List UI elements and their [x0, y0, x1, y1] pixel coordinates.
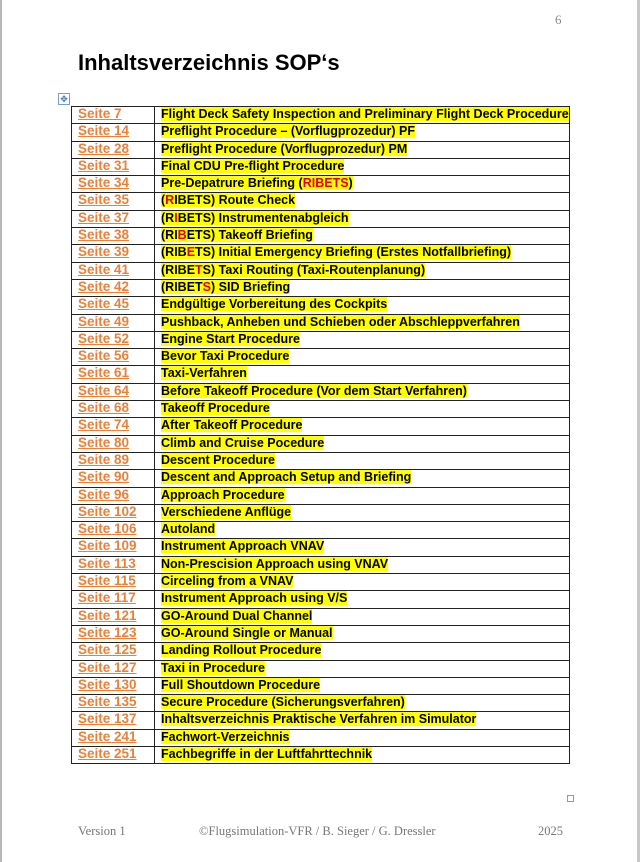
toc-title-text: GO-Around Single or Manual	[161, 625, 333, 640]
toc-title-cell	[155, 695, 570, 712]
toc-title-cell	[155, 677, 570, 694]
toc-page-link[interactable]: Seite 41	[78, 261, 130, 277]
toc-page-link[interactable]: Seite 28	[78, 140, 130, 156]
toc-title-text: Taxi-Verfahren	[161, 366, 247, 381]
table-move-handle-icon[interactable]: ✥	[58, 93, 70, 105]
toc-page-link[interactable]: Seite 56	[78, 348, 130, 364]
toc-row	[72, 660, 570, 677]
toc-title-cell	[155, 331, 570, 348]
toc-title-text: Circeling from a VNAV	[161, 574, 294, 589]
toc-title-cell	[155, 158, 570, 175]
toc-title-text: Pushback, Anheben und Schieben oder Abschleppverfahren	[161, 314, 520, 329]
toc-page-link[interactable]: Seite 80	[78, 434, 130, 450]
toc-page-cell	[72, 141, 155, 158]
toc-row	[72, 643, 570, 660]
page-title: Inhaltsverzeichnis SOP‘s	[78, 50, 340, 75]
toc-page-cell	[72, 470, 155, 487]
toc-title-text: Takeoff Procedure	[161, 401, 270, 416]
toc-page-cell	[72, 435, 155, 452]
toc-page-cell	[72, 279, 155, 296]
toc-title-text: S) Taxi Routing (Taxi-Routenplanung)	[202, 262, 426, 277]
toc-page-link[interactable]: Seite 125	[78, 642, 137, 658]
toc-page-link[interactable]: Seite 121	[78, 607, 137, 623]
toc-page-cell	[72, 452, 155, 469]
toc-page-link[interactable]: Seite 45	[78, 296, 130, 312]
toc-title-cell	[155, 504, 570, 521]
toc-title-text: Before Takeoff Procedure (Vor dem Start Verfahren)	[161, 383, 467, 398]
toc-page-cell	[72, 556, 155, 573]
toc-title-cell	[155, 660, 570, 677]
toc-title-text: (RIBET	[161, 279, 203, 294]
toc-title-cell	[155, 470, 570, 487]
toc-page-cell	[72, 574, 155, 591]
toc-row	[72, 193, 570, 210]
toc-title-highlight-letter: RIBETS	[302, 176, 349, 191]
toc-page-cell	[72, 729, 155, 746]
toc-title-cell	[155, 522, 570, 539]
toc-title-text: Autoland	[161, 522, 216, 537]
toc-title-text: Final CDU Pre-flight Procedure	[161, 158, 345, 173]
toc-page-link[interactable]: Seite 115	[78, 573, 136, 589]
toc-page-cell	[72, 210, 155, 227]
toc-page-link[interactable]: Seite 35	[78, 192, 130, 208]
toc-page-link[interactable]: Seite 117	[78, 590, 136, 606]
toc-title-cell	[155, 245, 570, 262]
toc-title-cell	[155, 383, 570, 400]
toc-title-text: (RIB	[161, 245, 187, 260]
toc-title-cell	[155, 193, 570, 210]
toc-page-link[interactable]: Seite 123	[78, 624, 137, 640]
toc-title-cell	[155, 228, 570, 245]
toc-row	[72, 245, 570, 262]
toc-page-link[interactable]: Seite 127	[78, 659, 137, 675]
toc-title-cell	[155, 279, 570, 296]
toc-page-link[interactable]: Seite 102	[78, 503, 137, 519]
toc-page-cell	[72, 297, 155, 314]
toc-row	[72, 712, 570, 729]
toc-title-highlight-letter: I	[174, 210, 178, 225]
toc-page-link[interactable]: Seite 109	[78, 538, 137, 554]
footer-year: 2025	[538, 824, 563, 838]
toc-page-cell	[72, 487, 155, 504]
toc-row	[72, 677, 570, 694]
toc-page-cell	[72, 591, 155, 608]
toc-title-text: Full Shoutdown Procedure	[161, 677, 321, 692]
toc-row	[72, 556, 570, 573]
toc-page-cell	[72, 522, 155, 539]
toc-page-link[interactable]: Seite 96	[78, 486, 130, 502]
toc-page-cell	[72, 366, 155, 383]
toc-title-text: Secure Procedure (Sicherungsverfahren)	[161, 695, 405, 710]
toc-row	[72, 124, 570, 141]
toc-title-text: Engine Start Procedure	[161, 331, 300, 346]
toc-page-cell	[72, 418, 155, 435]
toc-row	[72, 470, 570, 487]
toc-title-text: Endgültige Vorbereitung des Cockpits	[161, 297, 388, 312]
toc-page-link[interactable]: Seite 7	[78, 106, 122, 121]
toc-title-highlight-letter: R	[165, 193, 175, 208]
toc-title-cell	[155, 210, 570, 227]
toc-title-cell	[155, 418, 570, 435]
toc-page-cell	[72, 625, 155, 642]
toc-title-cell	[155, 401, 570, 418]
toc-row	[72, 331, 570, 348]
toc-row	[72, 591, 570, 608]
toc-row	[72, 366, 570, 383]
toc-title-cell	[155, 107, 570, 124]
toc-title-cell	[155, 643, 570, 660]
toc-page-link[interactable]: Seite 68	[78, 400, 130, 416]
toc-title-cell	[155, 366, 570, 383]
toc-title-text: )	[348, 176, 353, 191]
toc-page-cell	[72, 643, 155, 660]
toc-row	[72, 279, 570, 296]
toc-page-cell	[72, 660, 155, 677]
toc-row	[72, 746, 570, 763]
toc-page-link[interactable]: Seite 135	[78, 694, 137, 710]
toc-row	[72, 729, 570, 746]
toc-title-text: TS) Initial Emergency Briefing (Erstes Notfallbriefing)	[195, 245, 512, 260]
toc-title-text: IBETS) Route Check	[174, 193, 296, 208]
toc-page-link[interactable]: Seite 42	[78, 278, 130, 294]
toc-title-text: (RIBE	[161, 262, 196, 277]
toc-page-cell	[72, 539, 155, 556]
toc-title-text: Flight Deck Safety Inspection and Preliminary Flight Deck Procedure	[161, 107, 569, 121]
toc-title-cell	[155, 574, 570, 591]
toc-page-cell	[72, 349, 155, 366]
toc-row	[72, 401, 570, 418]
toc-page-link[interactable]: Seite 14	[78, 123, 130, 139]
toc-title-cell	[155, 539, 570, 556]
toc-title-cell	[155, 729, 570, 746]
toc-page-cell	[72, 401, 155, 418]
toc-title-cell	[155, 314, 570, 331]
toc-title-text: Taxi in Procedure	[161, 660, 265, 675]
toc-page-cell	[72, 124, 155, 141]
toc-table	[71, 106, 570, 764]
toc-row	[72, 695, 570, 712]
toc-title-cell	[155, 746, 570, 763]
toc-title-text: Inhaltsverzeichnis Praktische Verfahren im Simulator	[161, 712, 477, 727]
toc-row	[72, 435, 570, 452]
toc-page-cell	[72, 383, 155, 400]
toc-row	[72, 539, 570, 556]
toc-title-cell	[155, 608, 570, 625]
toc-row	[72, 504, 570, 521]
toc-page-cell	[72, 331, 155, 348]
toc-page-link[interactable]: Seite 137	[78, 711, 137, 727]
toc-title-text: Approach Procedure	[161, 487, 285, 502]
toc-page-cell	[72, 677, 155, 694]
toc-page-cell	[72, 193, 155, 210]
toc-page-link[interactable]: Seite 49	[78, 313, 130, 329]
toc-row	[72, 418, 570, 435]
toc-page-link[interactable]: Seite 31	[78, 157, 130, 173]
toc-title-cell	[155, 452, 570, 469]
toc-page-link[interactable]: Seite 39	[78, 244, 130, 260]
toc-title-highlight-letter: S	[202, 279, 212, 294]
toc-row	[72, 349, 570, 366]
toc-title-cell	[155, 487, 570, 504]
toc-page-link[interactable]: Seite 61	[78, 365, 130, 381]
toc-page-link[interactable]: Seite 106	[78, 521, 137, 537]
toc-title-text: Fachbegriffe in der Luftfahrttechnik	[161, 746, 373, 761]
toc-title-text: Landing Rollout Procedure	[161, 643, 322, 658]
toc-title-cell	[155, 141, 570, 158]
toc-title-text: (RI	[161, 228, 178, 243]
toc-page-link[interactable]: Seite 113	[78, 555, 136, 571]
toc-title-text: ) SID Briefing	[211, 279, 291, 294]
toc-title-cell	[155, 591, 570, 608]
toc-title-cell	[155, 262, 570, 279]
toc-row	[72, 522, 570, 539]
toc-row	[72, 608, 570, 625]
toc-title-text: Pre-Depatrure Briefing (	[161, 176, 303, 191]
toc-title-text: BETS) Instrumentenabgleich	[177, 210, 349, 225]
toc-row	[72, 314, 570, 331]
toc-page-link[interactable]: Seite 130	[78, 676, 137, 692]
toc-title-text: Verschiedene Anflüge	[161, 504, 292, 519]
toc-row	[72, 487, 570, 504]
toc-page-link[interactable]: Seite 38	[78, 227, 130, 243]
toc-title-text: ETS) Takeoff Briefing	[186, 228, 313, 243]
toc-page-cell	[72, 176, 155, 193]
table-resize-handle[interactable]	[567, 795, 574, 802]
toc-page-link[interactable]: Seite 34	[78, 175, 130, 191]
toc-title-text: After Takeoff Procedure	[161, 418, 303, 433]
toc-row	[72, 228, 570, 245]
toc-title-text: GO-Around Dual Channel	[161, 608, 313, 623]
toc-title-text: Non-Prescision Approach using VNAV	[161, 556, 389, 571]
toc-title-text: Instrument Approach VNAV	[161, 539, 325, 554]
toc-page-cell	[72, 228, 155, 245]
toc-page-cell	[72, 245, 155, 262]
toc-row	[72, 452, 570, 469]
toc-row	[72, 574, 570, 591]
toc-title-text: Descent and Approach Setup and Briefing	[161, 470, 412, 485]
toc-title-text: Bevor Taxi Procedure	[161, 349, 290, 364]
toc-title-cell	[155, 349, 570, 366]
toc-row	[72, 176, 570, 193]
toc-page-cell	[72, 262, 155, 279]
toc-title-cell	[155, 712, 570, 729]
toc-title-highlight-letter: B	[177, 228, 187, 243]
toc-page-cell	[72, 504, 155, 521]
toc-title-cell	[155, 435, 570, 452]
toc-page-link[interactable]: Seite 90	[78, 469, 130, 485]
toc-title-text: Descent Procedure	[161, 452, 275, 467]
toc-page-cell	[72, 695, 155, 712]
toc-title-text: Preflight Procedure (Vorflugprozedur) PM	[161, 141, 408, 156]
toc-title-text: Fachwort-Verzeichnis	[161, 729, 290, 744]
toc-row	[72, 158, 570, 175]
toc-title-cell	[155, 625, 570, 642]
toc-page-cell	[72, 158, 155, 175]
toc-page-link[interactable]: Seite 37	[78, 209, 130, 225]
toc-row	[72, 625, 570, 642]
toc-title-cell	[155, 297, 570, 314]
toc-row	[72, 141, 570, 158]
toc-title-cell	[155, 556, 570, 573]
toc-page-cell	[72, 746, 155, 763]
toc-title-text: Climb and Cruise Pocedure	[161, 435, 325, 450]
toc-row	[72, 107, 570, 124]
toc-title-text: Instrument Approach using V/S	[161, 591, 348, 606]
toc-title-highlight-letter: E	[186, 245, 196, 260]
toc-page-cell	[72, 107, 155, 124]
toc-title-highlight-letter: T	[195, 262, 203, 277]
toc-title-text: (	[161, 193, 166, 208]
footer-copyright: ©Flugsimulation-VFR / B. Sieger / G. Dressler	[199, 824, 436, 838]
page-number: 6	[555, 12, 562, 27]
toc-page-link[interactable]: Seite 64	[78, 382, 130, 398]
toc-title-text: (R	[161, 210, 175, 225]
toc-title-text: Preflight Procedure – (Vorflugprozedur) PF	[161, 124, 415, 139]
toc-title-cell	[155, 124, 570, 141]
toc-page-link[interactable]: Seite 251	[78, 745, 137, 761]
toc-page-link[interactable]: Seite 52	[78, 330, 130, 346]
toc-page-link[interactable]: Seite 241	[78, 728, 137, 744]
toc-page-cell	[72, 712, 155, 729]
footer-version: Version 1	[78, 824, 126, 838]
toc-page-link[interactable]: Seite 89	[78, 451, 130, 467]
toc-title-cell	[155, 176, 570, 193]
toc-row	[72, 383, 570, 400]
toc-row	[72, 297, 570, 314]
page-edge	[0, 0, 2, 862]
toc-page-cell	[72, 608, 155, 625]
toc-page-cell	[72, 314, 155, 331]
toc-row	[72, 262, 570, 279]
toc-row	[72, 210, 570, 227]
toc-page-link[interactable]: Seite 74	[78, 417, 130, 433]
